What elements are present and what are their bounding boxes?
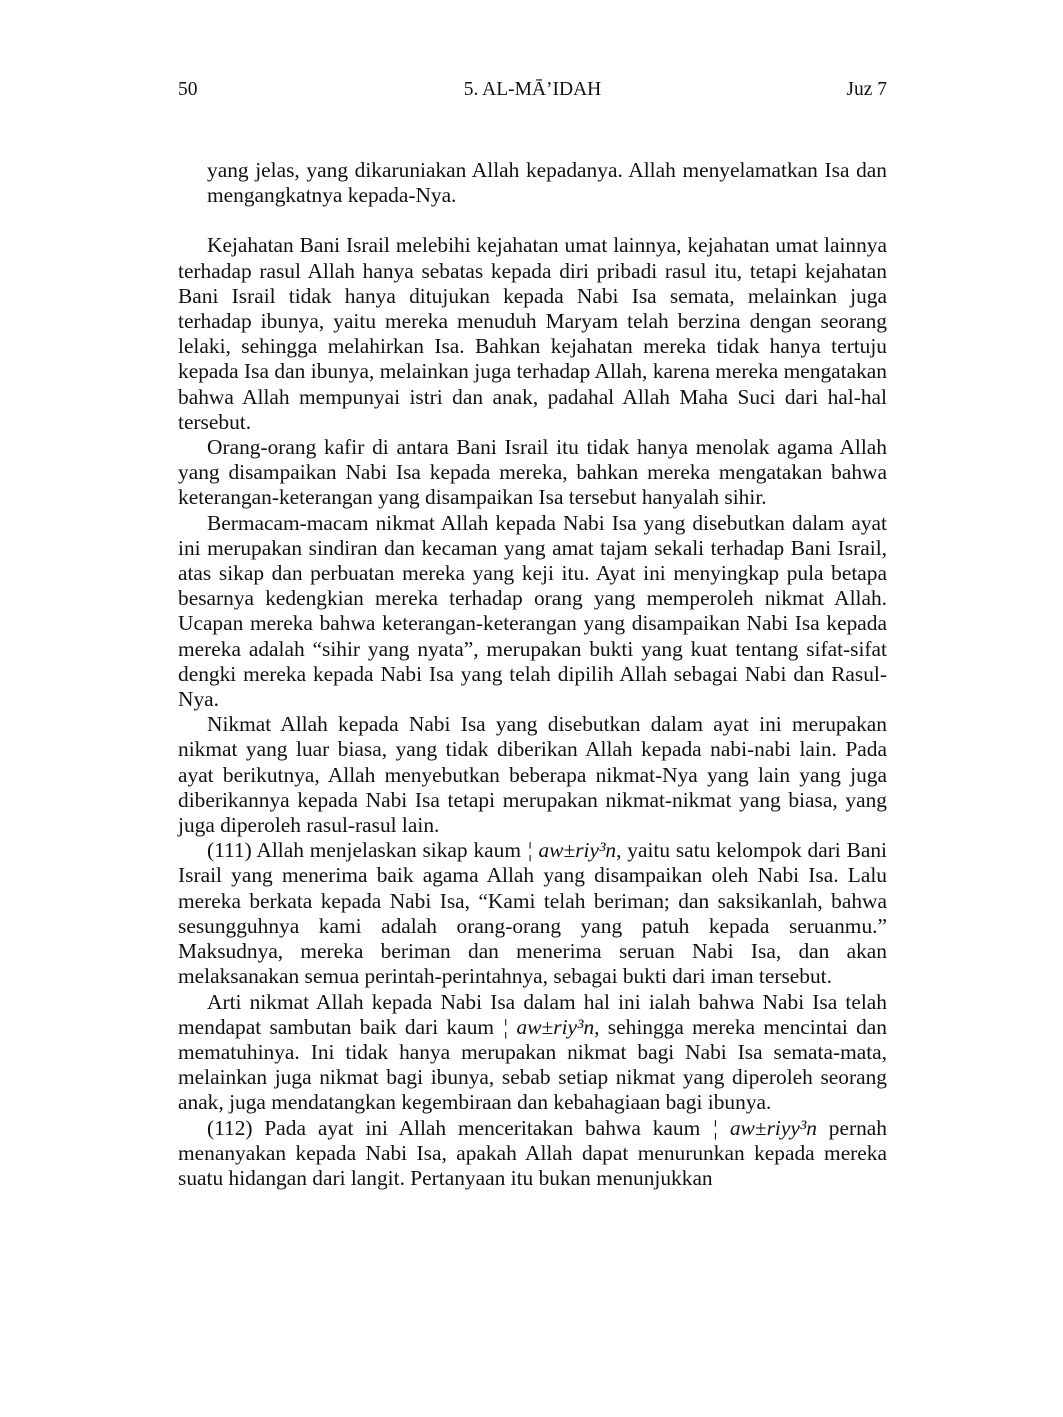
- juz-label: Juz 7: [846, 79, 887, 100]
- term-hawariyun: ¦ aw±riy³n: [502, 1014, 595, 1039]
- chapter-title: 5. AL-MĀ’IDAH: [463, 79, 602, 100]
- paragraph-5-text-b: , yaitu satu kelompok dari Bani Israil yang menerima baik agama Allah yang disampaikan oleh Nabi Isa. Lalu mereka berkata kepada Nabi Isa, “Kami telah beriman; dan saksikanlah, bahwa sesungguhnya kami adalah orang-orang yang patuh kepada seruanmu.” Maksudnya, mereka beriman dan menerima seruan Nabi Isa, dan akan melaksanakan semua perintah-perintahnya, sebagai bukti dari iman tersebut.: [178, 838, 887, 989]
- paragraph-5: [178, 838, 887, 989]
- paragraph-7-text-b: pernah menanyakan kepada Nabi Isa, apakah Allah dapat menurunkan kepada mereka suatu hidangan dari langit. Pertanyaan itu bukan menunjukkan: [178, 1115, 887, 1190]
- paragraph-7: [178, 1116, 887, 1192]
- paragraph-continued: yang jelas, yang dikaruniakan Allah kepadanya. Allah menyelamatkan Isa dan mengangkatnya kepada-Nya.: [207, 158, 887, 208]
- term-hawariyyun: ¦ aw±riyy³n: [712, 1115, 817, 1140]
- paragraph-6-text-b: , sehingga mereka mencintai dan mematuhinya. Ini tidak hanya merupakan nikmat bagi Nabi Isa semata-mata, melainkan juga nikmat bagi ibunya, sebab setiap nikmat yang diperoleh seorang anak, juga mendatangkan kegembiraan dan kebahagiaan bagi ibunya.: [178, 1014, 887, 1115]
- body-text: [178, 158, 887, 1191]
- paragraph-3: Bermacam-macam nikmat Allah kepada Nabi Isa yang disebutkan dalam ayat ini merupakan sindiran dan kecaman yang amat tajam sekali terhadap Bani Israil, atas sikap dan perbuatan mereka yang keji itu. Ayat ini menyingkap pula betapa besarnya kedengkian mereka terhadap orang yang memperoleh nikmat Allah. Ucapan mereka bahwa keterangan-keterangan yang disampaikan Nabi Isa kepada mereka adalah “sihir yang nyata”, merupakan bukti yang kuat tentang sifat-sifat dengki mereka kepada Nabi Isa yang telah dipilih Allah sebagai Nabi dan Rasul-Nya.: [178, 510, 887, 712]
- paragraph-7-text-a: (112) Pada ayat ini Allah menceritakan bahwa kaum: [207, 1115, 713, 1140]
- page-number: 50: [178, 79, 198, 100]
- paragraph-5-text-a: (111) Allah menjelaskan sikap kaum: [207, 838, 527, 863]
- paragraph-6: [178, 990, 887, 1116]
- term-hawariyun: ¦ aw±riy³n: [526, 838, 617, 863]
- paragraph-6-text-a: Arti nikmat Allah kepada Nabi Isa dalam hal ini ialah bahwa Nabi Isa telah mendapat sambutan baik dari kaum: [178, 989, 887, 1039]
- paragraph-1: Kejahatan Bani Israil melebihi kejahatan umat lainnya, kejahatan umat lainnya terhadap rasul Allah hanya sebatas kepada diri pribadi rasul itu, tetapi kejahatan Bani Israil tidak hanya ditujukan kepada Nabi Isa semata, melainkan juga terhadap ibunya, yaitu mereka menuduh Maryam telah berzina dengan seorang lelaki, sehingga melahirkan Isa. Bahkan kejahatan mereka tidak hanya tertuju kepada Isa dan ibunya, melainkan juga terhadap Allah, karena mereka mengatakan bahwa Allah mempunyai istri dan anak, padahal Allah Maha Suci dari hal-hal tersebut.: [178, 233, 887, 434]
- paragraph-2: Orang-orang kafir di antara Bani Israil itu tidak hanya menolak agama Allah yang disampaikan Nabi Isa kepada mereka, bahkan mereka mengatakan bahwa keterangan-keterangan yang disampaikan Isa tersebut hanyalah sihir.: [178, 435, 887, 510]
- paragraph-4: Nikmat Allah kepada Nabi Isa yang disebutkan dalam ayat ini merupakan nikmat yang luar biasa, yang tidak diberikan Allah kepada nabi-nabi lain. Pada ayat berikutnya, Allah menyebutkan beberapa nikmat-Nya yang lain yang juga diberikannya kepada Nabi Isa tetapi merupakan nikmat-nikmat yang biasa, yang juga diperoleh rasul-rasul lain.: [178, 712, 887, 838]
- page-header: [178, 76, 887, 104]
